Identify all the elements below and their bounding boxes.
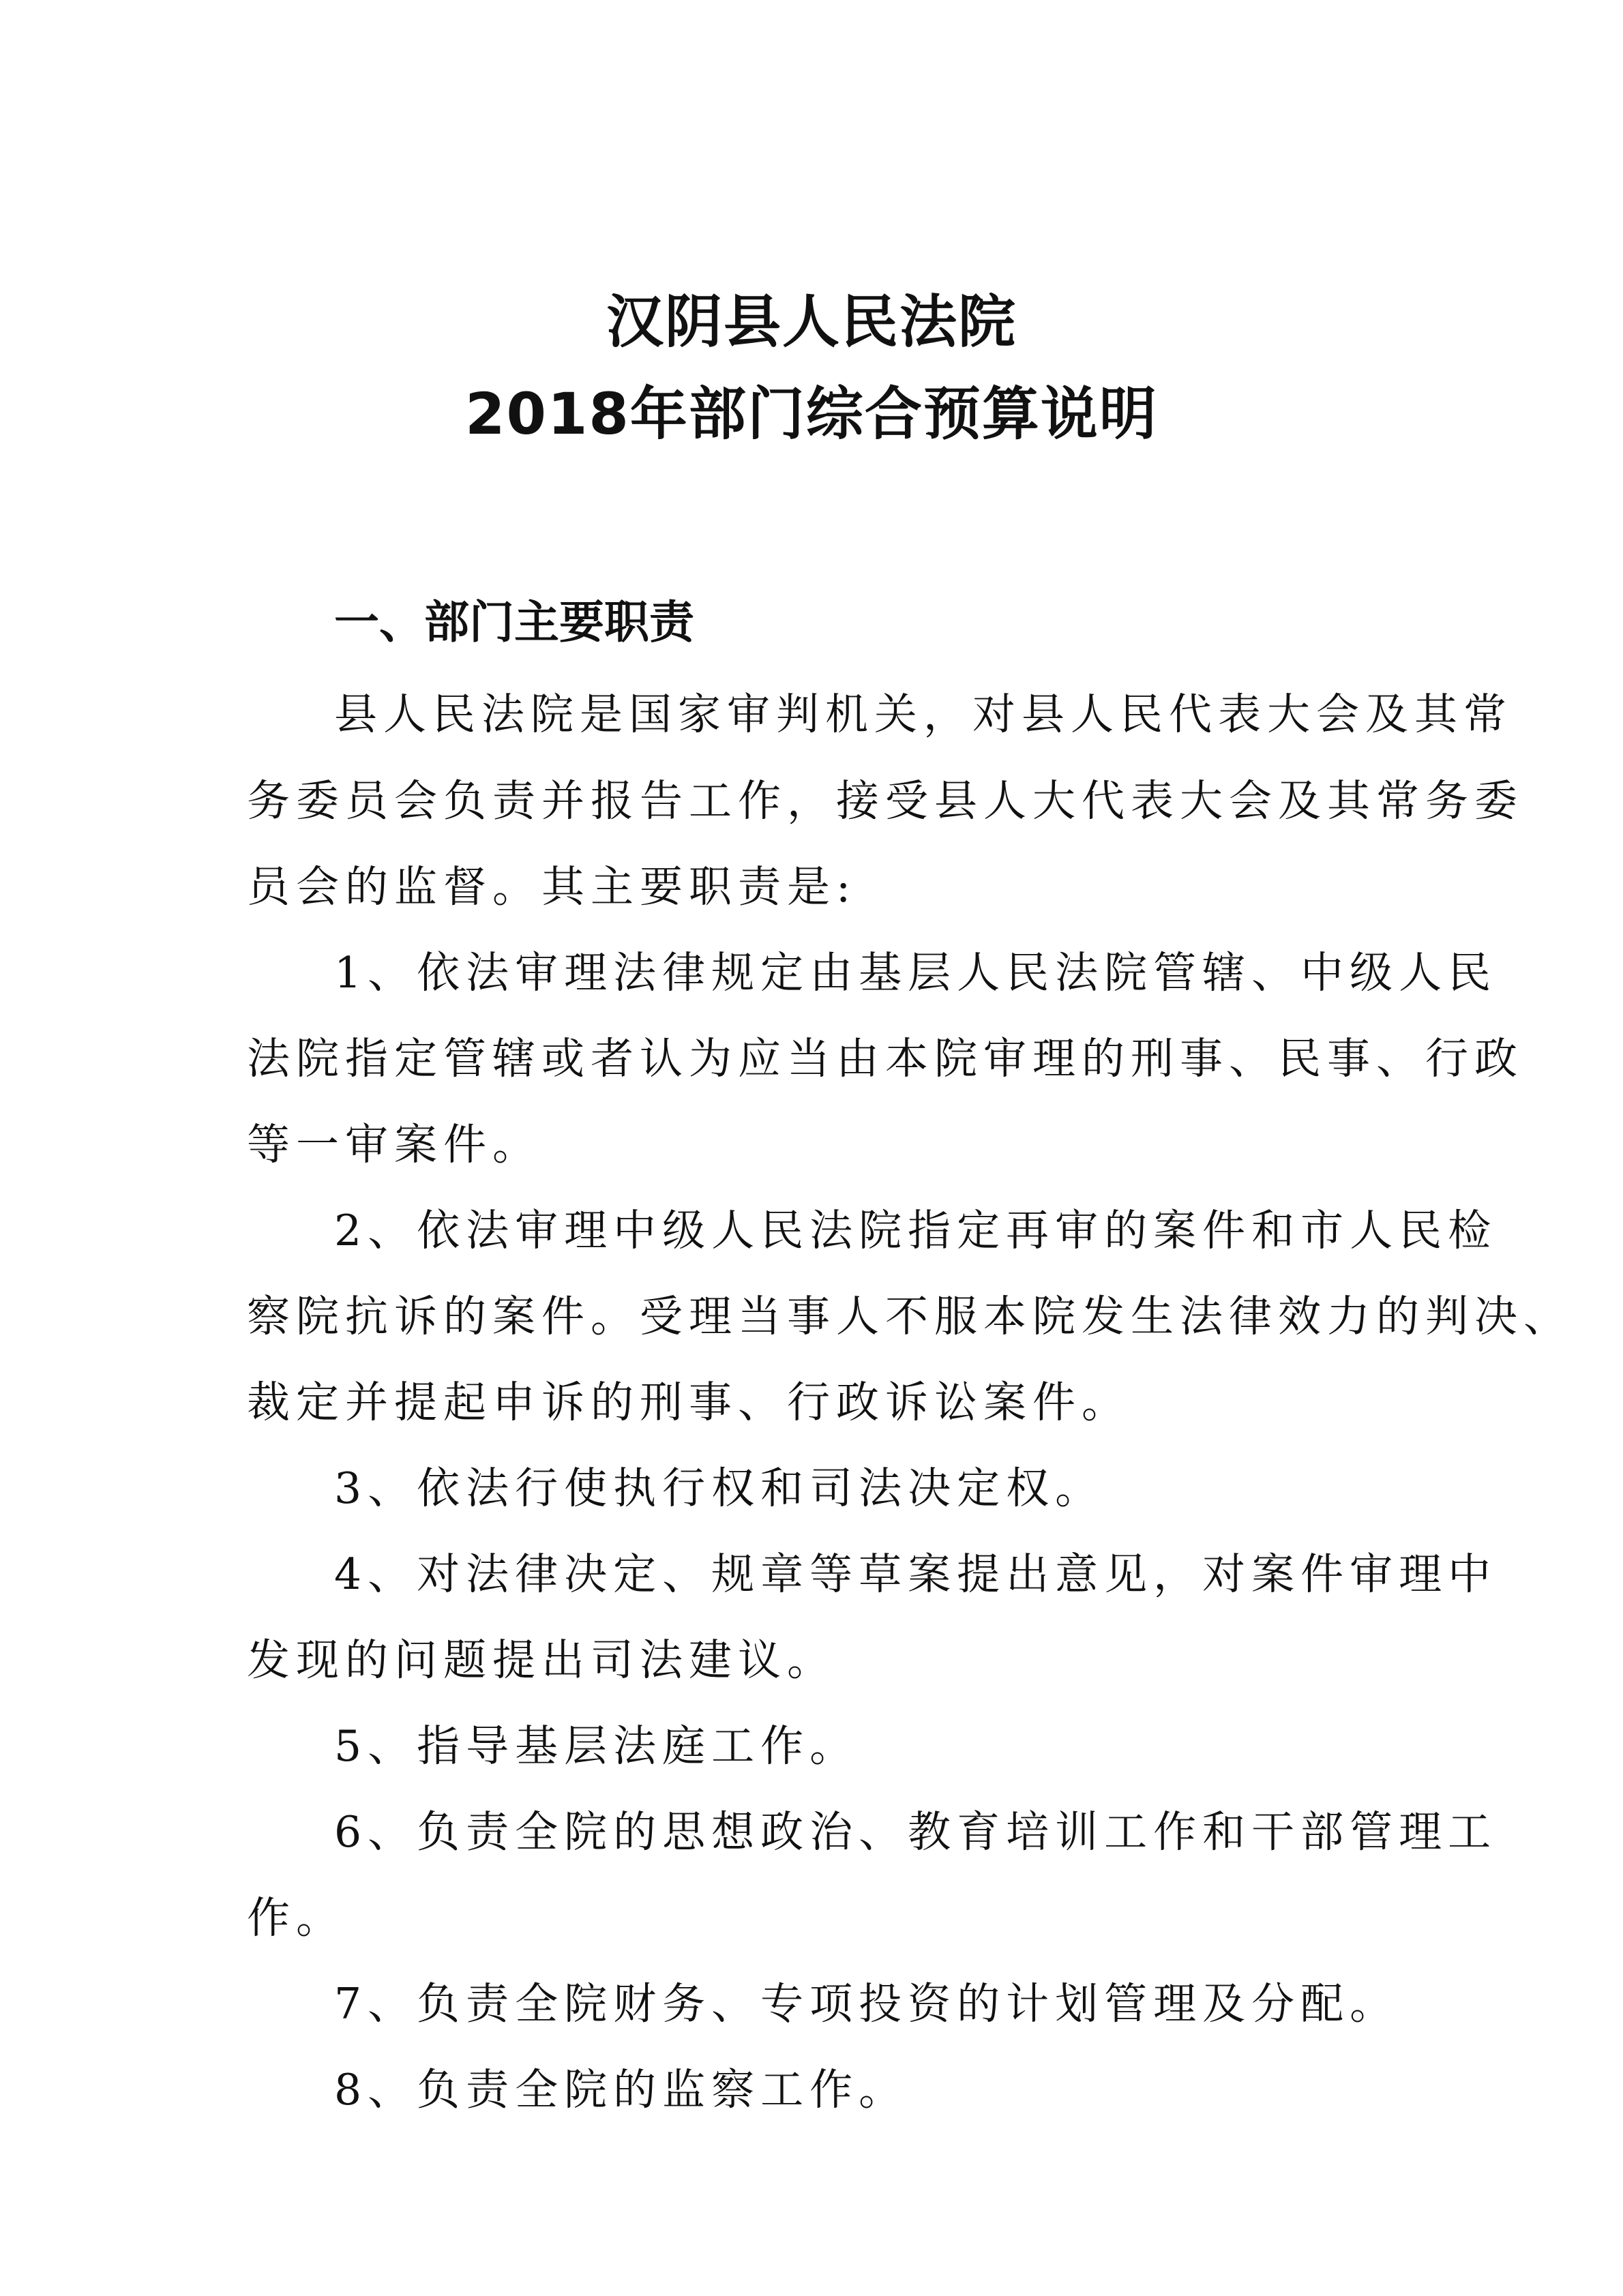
paragraph-line: 裁定并提起申诉的刑事、行政诉讼案件。 <box>247 1377 1131 1427</box>
paragraph-line: 法院指定管辖或者认为应当由本院审理的刑事、民事、行政 <box>247 1034 1523 1084</box>
paragraph-line: 1、依法审理法律规定由基层人民法院管辖、中级人民 <box>334 948 1498 998</box>
paragraph-line: 员会的监督。其主要职责是: <box>247 862 857 912</box>
paragraph-line: 7、负责全院财务、专项投资的计划管理及分配。 <box>334 1979 1399 2029</box>
paragraph-line: 6、负责全院的思想政治、教育培训工作和干部管理工 <box>334 1807 1498 1857</box>
section-heading: 一、部门主要职责 <box>334 596 694 648</box>
document-title: 汉阴县人民法院 <box>606 288 1017 355</box>
paragraph-line: 作。 <box>247 1893 345 1943</box>
paragraph-line: 5、指导基层法庭工作。 <box>334 1721 859 1771</box>
document-subtitle: 2018年部门综合预算说明 <box>465 381 1158 447</box>
paragraph-line: 3、依法行使执行权和司法决定权。 <box>334 1463 1105 1513</box>
paragraph-line: 发现的问题提出司法建议。 <box>247 1635 836 1685</box>
paragraph-line: 务委员会负责并报告工作，接受县人大代表大会及其常务委 <box>247 776 1523 826</box>
paragraph-line: 4、对法律决定、规章等草案提出意见，对案件审理中 <box>334 1549 1498 1599</box>
paragraph-line: 8、负责全院的监察工作。 <box>334 2065 908 2115</box>
paragraph-line: 县人民法院是国家审判机关，对县人民代表大会及其常 <box>334 689 1513 739</box>
paragraph-line: 察院抗诉的案件。受理当事人不服本院发生法律效力的判决、 <box>247 1292 1573 1341</box>
paragraph-line: 等一审案件。 <box>247 1120 541 1169</box>
paragraph-line: 2、依法审理中级人民法院指定再审的案件和市人民检 <box>334 1206 1498 1255</box>
